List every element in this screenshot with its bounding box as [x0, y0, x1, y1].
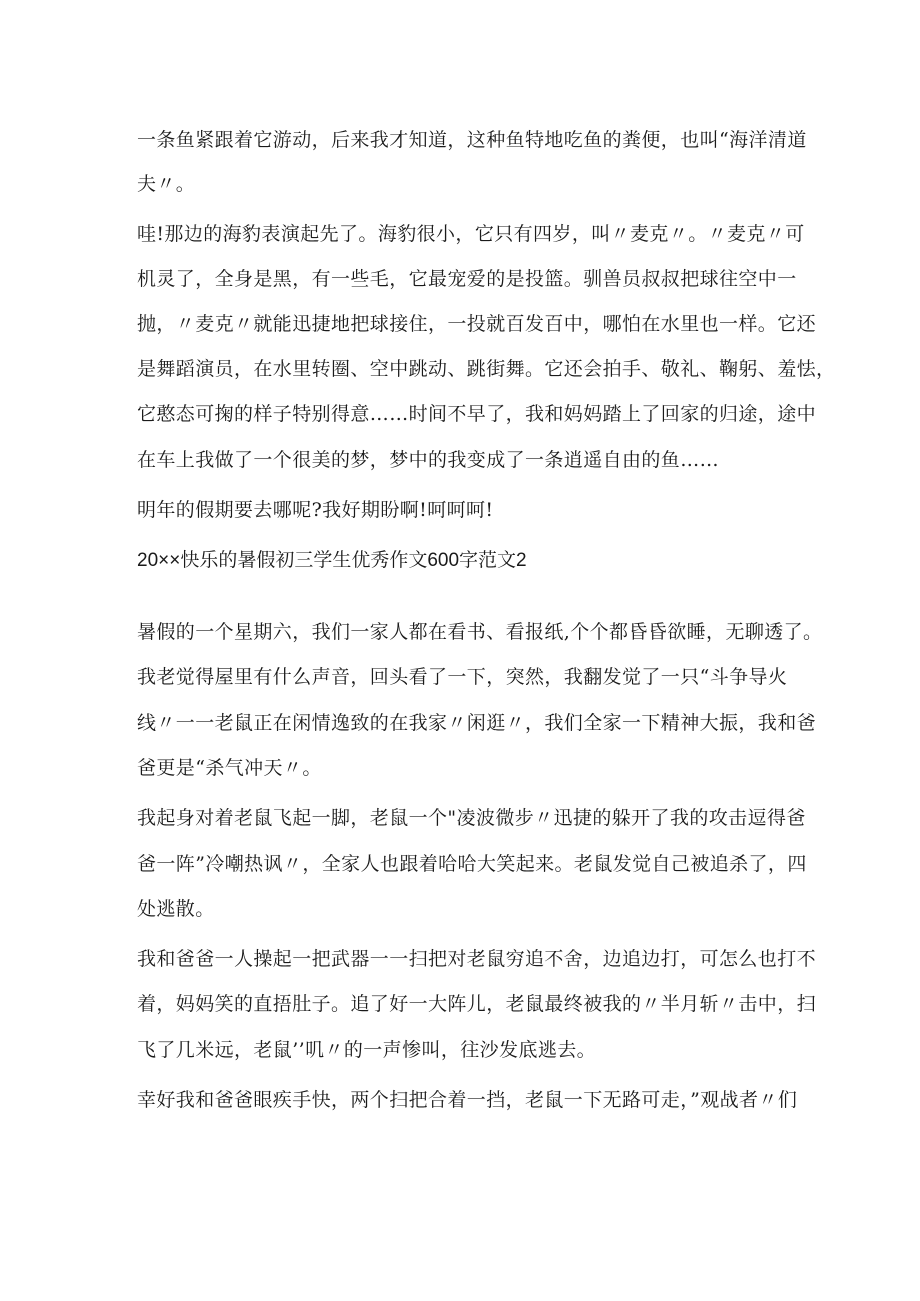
- section-heading: 20××快乐的暑假初三学生优秀作文600字范文2: [137, 550, 527, 571]
- paragraph-line: 它憨态可掬的样子特别得意……时间不早了，我和妈妈踏上了回家的归途，途中: [137, 403, 817, 425]
- paragraph-line: 我老觉得屋里有什么声音，回头看了一下，突然，我翻发觉了一只“斗争导火: [137, 666, 788, 688]
- paragraph-line: 是舞蹈演员，在水里转圈、空中跳动、跳街舞。它还会拍手、敬礼、鞠躬、羞怯，: [137, 358, 836, 380]
- paragraph-line: 机灵了，全身是黑，有一些毛，它最宠爱的是投篮。驯兽员叔叔把球往空中一: [137, 268, 797, 290]
- paragraph-line: 一条鱼紧跟着它游动，后来我才知道，这种鱼特地吃鱼的粪便，也叫“海洋清道: [137, 129, 807, 151]
- paragraph-line: 着，妈妈笑的直捂肚子。追了好一大阵儿，老鼠最终被我的〃半月斩〃击中，扫: [137, 993, 817, 1015]
- paragraph-line: 夫〃。: [137, 173, 196, 195]
- paragraph-line: 幸好我和爸爸眼疾手快，两个扫把合着一挡，老鼠一下无路可走，”观战者〃们: [137, 1089, 798, 1111]
- paragraph-line: 我起身对着老鼠飞起一脚，老鼠一个"凌波微步〃迅捷的躲开了我的攻击逗得爸: [137, 807, 806, 829]
- paragraph-line: 线〃一一老鼠正在闲情逸致的在我家〃闲逛〃，我们全家一下精神大振，我和爸: [137, 712, 817, 734]
- paragraph-line: 爸更是“杀气冲天〃。: [137, 757, 322, 779]
- paragraph-line: 抛，〃麦克〃就能迅捷地把球接住，一投就百发百中，哪怕在水里也一样。它还: [137, 313, 817, 335]
- paragraph-line: 飞了几米远，老鼠’’叽〃的一声惨叫，往沙发底逃去。: [137, 1039, 597, 1061]
- paragraph-line: 在车上我做了一个很美的梦，梦中的我变成了一条逍遥自由的鱼……: [137, 449, 720, 471]
- paragraph-line: 哇!那边的海豹表演起先了。海豹很小，它只有四岁，叫〃麦克〃。〃麦克〃可: [137, 223, 805, 245]
- paragraph-line: 处逃散。: [137, 898, 215, 920]
- paragraph-line: 爸一阵”冷嘲热讽〃，全家人也跟着哈哈大笑起来。老鼠发觉自己被追杀了，四: [137, 853, 807, 875]
- paragraph-line: 明年的假期要去哪呢?我好期盼啊!呵呵呵!: [137, 499, 494, 521]
- paragraph-line: 我和爸爸一人操起一把武器一一扫把对老鼠穷追不舍，边追边打，可怎么也打不: [137, 948, 817, 970]
- paragraph-line: 暑假的一个星期六，我们一家人都在看书、看报纸,个个都昏昏欲睡，无聊透了。: [137, 621, 823, 643]
